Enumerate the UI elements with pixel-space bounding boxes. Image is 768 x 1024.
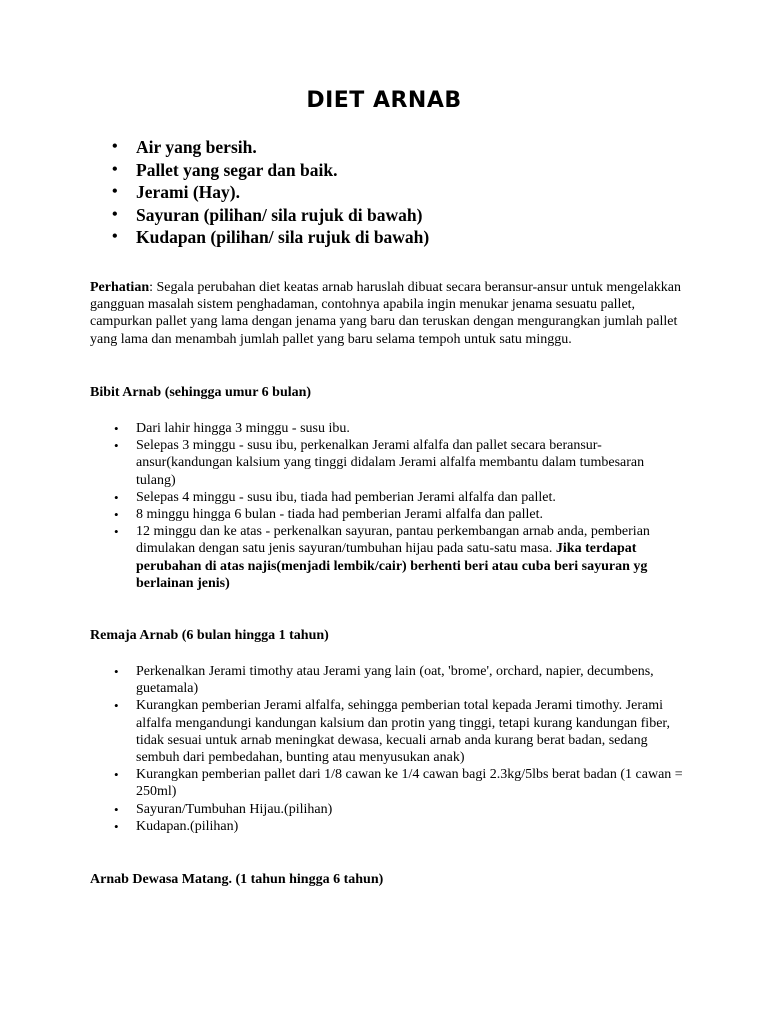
list-item: • Selepas 3 minggu - susu ibu, perkenalkan Jerami alfalfa dan pallet secara beransur-ansur(kandungan kalsium yang tinggi didalam Jerami alfalfa membantu dalam tumbesaran tulang) (114, 438, 645, 488)
list-item: • Sayuran/Tumbuhan Hijau.(pilihan) (114, 801, 333, 817)
bullet-icon: • (114, 438, 119, 454)
list-item: • Dari lahir hingga 3 minggu - susu ibu. (114, 421, 350, 436)
list-item: • Perkenalkan Jerami timothy atau Jerami yang lain (oat, 'brome', orchard, napier, decumbens, guetamala) (114, 664, 654, 697)
list-item: • Kudapan (pilihan/ sila rujuk di bawah) (112, 227, 430, 247)
bullet-icon: • (114, 767, 119, 783)
section-heading-remaja: Remaja Arnab (6 bulan hingga 1 tahun) (90, 628, 329, 643)
list-item: • Kurangkan pemberian Jerami alfalfa, sehingga pemberian total kepada Jerami timothy. Jerami alfalfa mengandungi kandungan kalsium dan protin yang tinggi, tetapi kurang kandungan fiber, tidak sesuai untuk arnab meningkat dewasa, kecuali arnab anda kurang berat badan, sedang sembuh dari pembedahan, bunting atau menyusukan anak) (114, 698, 671, 766)
bullet-icon: • (114, 421, 119, 436)
bullet-icon: • (114, 818, 119, 834)
section-heading-dewasa: Arnab Dewasa Matang. (1 tahun hingga 6 tahun) (90, 872, 384, 887)
list-item: • Selepas 4 minggu - susu ibu, tiada had pemberian Jerami alfalfa dan pallet. (114, 489, 556, 505)
notice-paragraph (90, 279, 690, 348)
bibit-list (114, 420, 684, 592)
remaja-list (114, 663, 684, 835)
bullet-icon: • (114, 698, 119, 714)
list-item: • Kurangkan pemberian pallet dari 1/8 cawan ke 1/4 cawan bagi 2.3kg/5lbs berat badan (1 cawan = 250ml) (114, 767, 683, 800)
list-item: • Pallet yang segar dan baik. (112, 159, 338, 180)
list-item: • Kudapan.(pilihan) (114, 818, 239, 834)
bullet-icon: • (114, 507, 119, 523)
main-diet-list (112, 136, 696, 249)
bullet-icon: • (114, 801, 119, 817)
page-title: DIET ARNAB (306, 88, 462, 113)
bullet-icon: • (112, 160, 118, 178)
bullet-icon: • (114, 489, 119, 505)
bullet-icon: • (114, 664, 119, 679)
list-item: • 12 minggu dan ke atas - perkenalkan sayuran, pantau perkembangan arnab anda, pemberian dimulakan dengan satu jenis sayuran/tumbuhan hijau pada satu-satu masa. Jika terdapat perubahan di atas najis(menjadi lembik/cair) berhenti beri atau cuba beri sayuran yg berlainan jenis) (114, 524, 650, 591)
bullet-icon: • (112, 228, 118, 245)
bullet-icon: • (112, 138, 118, 155)
notice-text: : Segala perubahan diet keatas arnab haruslah dibuat secara beransur-ansur untuk mengelakkan gangguan masalah sistem penghadaman, contohnya apabila ingin menukar jenama sesuatu pallet, campurkan pallet yang lama dengan jenama yang baru dan teruskan dengan mengurangkan jumlah pallet yang lama dan menambah jumlah pallet yang baru selama tempoh untuk satu minggu. (90, 280, 681, 347)
bullet-icon: • (114, 524, 119, 540)
list-item: • Air yang bersih. (112, 137, 257, 157)
warning-text: Jika terdapat perubahan di atas najis(menjadi lembik/cair) berhenti beri atau cuba beri sayuran yg berlainan jenis) (136, 541, 648, 591)
bullet-icon: • (112, 205, 118, 223)
bullet-icon: • (112, 183, 118, 200)
list-item: • 8 minggu hingga 6 bulan - tiada had pemberian Jerami alfalfa dan pallet. (114, 507, 544, 523)
list-item: • Jerami (Hay). (112, 182, 240, 202)
section-heading-bibit: Bibit Arnab (sehingga umur 6 bulan) (90, 385, 312, 400)
notice-label: Perhatian (90, 280, 150, 295)
list-item: • Sayuran (pilihan/ sila rujuk di bawah) (112, 204, 423, 225)
